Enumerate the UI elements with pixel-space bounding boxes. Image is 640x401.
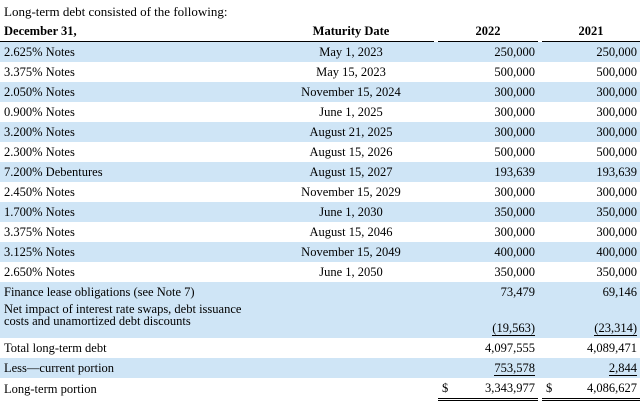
table-row [0, 42, 640, 63]
table-row [0, 142, 640, 162]
row-maturity: August 15, 2026 [309, 145, 393, 159]
row-2021: 69,146 [542, 282, 640, 302]
net-impact-2022: (19,563) [492, 321, 535, 335]
total-2021: 4,089,471 [587, 341, 637, 355]
table-intro: Long-term debt consisted of the following: [4, 4, 228, 19]
header-label: December 31, [0, 21, 268, 42]
currency-symbol: $ [546, 381, 553, 395]
row-2022: 250,000 [438, 42, 538, 63]
table-row [0, 102, 640, 122]
row-description: 3.375% Notes [4, 65, 75, 79]
row-description: 2.450% Notes [4, 185, 75, 199]
row-2021: 300,000 [596, 105, 637, 119]
row-2021: 193,639 [542, 162, 640, 182]
current-2021: 2,844 [608, 361, 637, 375]
row-2022: 73,479 [438, 282, 538, 302]
row-maturity: August 21, 2025 [268, 122, 434, 142]
row-description: 3.375% Notes [4, 225, 75, 239]
total-2022: 4,097,555 [485, 341, 535, 355]
long-term-2022: 3,343,977 [485, 381, 535, 395]
row-maturity: November 15, 2029 [301, 185, 401, 199]
row-maturity: November 15, 2024 [268, 82, 434, 102]
total-row [0, 338, 640, 358]
row-2021: 300,000 [596, 225, 637, 239]
row-2021: 350,000 [542, 202, 640, 222]
row-description: 2.300% Notes [4, 145, 75, 159]
table-row [0, 162, 640, 182]
current-row [0, 358, 640, 378]
table-row [0, 122, 640, 142]
long-term-row [0, 378, 640, 400]
row-2021: 300,000 [542, 122, 640, 142]
long-term-debt-table [0, 21, 640, 401]
current-2022: 753,578 [494, 361, 535, 375]
table-row [0, 62, 640, 82]
row-description: 2.650% Notes [4, 265, 75, 279]
table-row [0, 222, 640, 242]
row-2021: 350,000 [596, 265, 637, 279]
table-row [0, 262, 640, 282]
row-2022: 300,000 [494, 225, 535, 239]
row-maturity: August 15, 2046 [309, 225, 393, 239]
row-2022: 300,000 [494, 105, 535, 119]
net-impact-label: Net impact of interest rate swaps, debt issuance costs and unamortized debt discounts [0, 302, 268, 338]
table-row [0, 202, 640, 222]
net-impact-row [0, 302, 640, 338]
row-description: 7.200% Debentures [0, 162, 268, 182]
row-2022: 300,000 [438, 82, 538, 102]
row-maturity: August 15, 2027 [268, 162, 434, 182]
row-description: 3.200% Notes [0, 122, 268, 142]
row-maturity: June 1, 2050 [319, 265, 383, 279]
row-2021: 300,000 [542, 82, 640, 102]
row-2022: 350,000 [438, 202, 538, 222]
row-maturity: May 1, 2023 [268, 42, 434, 63]
table-row [0, 182, 640, 202]
row-2022: 500,000 [494, 145, 535, 159]
row-description: 1.700% Notes [0, 202, 268, 222]
header-maturity: Maturity Date [268, 21, 434, 42]
row-description: Finance lease obligations (see Note 7) [0, 282, 268, 302]
row-maturity: May 15, 2023 [316, 65, 386, 79]
table-row [0, 282, 640, 302]
row-maturity [268, 282, 434, 302]
row-description: 3.125% Notes [0, 242, 268, 262]
row-2022: 193,639 [438, 162, 538, 182]
row-2021: 300,000 [596, 185, 637, 199]
row-2022: 400,000 [438, 242, 538, 262]
header-year-2022: 2022 [438, 21, 538, 42]
row-description: 0.900% Notes [4, 105, 75, 119]
row-description: 2.625% Notes [0, 42, 268, 63]
table-row [0, 82, 640, 102]
currency-symbol: $ [442, 381, 449, 395]
row-2021: 400,000 [542, 242, 640, 262]
table-row [0, 242, 640, 262]
long-term-label: Long-term portion [4, 381, 97, 396]
row-2022: 300,000 [438, 122, 538, 142]
net-impact-2021: (23,314) [594, 321, 637, 335]
row-maturity: June 1, 2025 [319, 105, 383, 119]
row-description: 2.050% Notes [0, 82, 268, 102]
row-maturity: June 1, 2030 [268, 202, 434, 222]
long-term-2021: 4,086,627 [587, 381, 637, 395]
current-label: Less—current portion [0, 358, 268, 378]
header-row [0, 21, 640, 42]
row-2022: 500,000 [494, 65, 535, 79]
row-maturity: November 15, 2049 [268, 242, 434, 262]
row-2022: 300,000 [494, 185, 535, 199]
row-2021: 250,000 [542, 42, 640, 63]
header-year-2021: 2021 [542, 21, 640, 42]
row-2022: 350,000 [494, 265, 535, 279]
row-2021: 500,000 [596, 145, 637, 159]
total-label: Total long-term debt [4, 341, 107, 355]
row-2021: 500,000 [596, 65, 637, 79]
